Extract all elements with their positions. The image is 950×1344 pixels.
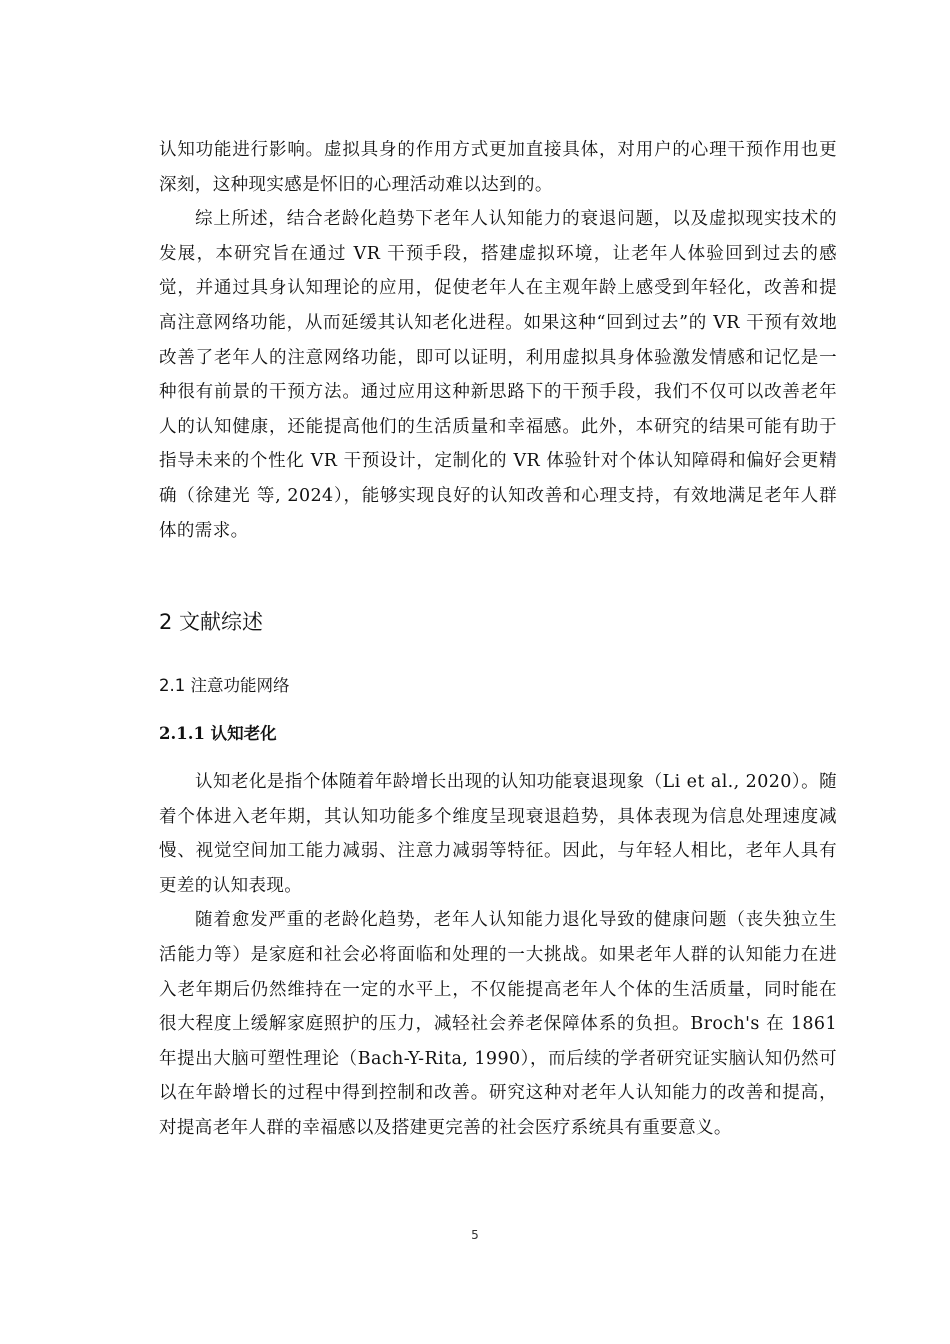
paragraph-aging-challenge: 随着愈发严重的老龄化趋势，老年人认知能力退化导致的健康问题（丧失独立生活能力等）是家庭和社会必将面临和处理的一大挑战。如果老年人群的认知能力在进入老年期后仍然维持在一定的水平上，不仅能提高老年人个体的生活质量，同时能在很大程度上缓解家庭照护的压力，减轻社会养老保障体系的负担。Broch's 在 1861 年提出大脑可塑性理论（Bach-Y-Rita, 1990），而后续的学者研究证实脑认知仍然可以在年龄增长的过程中得到控制和改善。研究这种对老年人认知能力的改善和提高，对提高老年人群的幸福感以及搭建更完善的社会医疗系统具有重要意义。	[159, 910, 837, 1138]
subsubsection-heading-cognitive-aging: 2.1.1 认知老化	[159, 724, 277, 743]
paragraph-summary: 综上所述，结合老龄化趋势下老年人认知能力的衰退问题，以及虚拟现实技术的发展，本研究旨在通过 VR 干预手段，搭建虚拟环境，让老年人体验回到过去的感觉，并通过具身认知理论的应用，促使老年人在主观年龄上感受到年轻化，改善和提高注意网络功能，从而延缓其认知老化进程。如果这种“回到过去”的 VR 干预有效地改善了老年人的注意网络功能，即可以证明，利用虚拟具身体验激发情感和记忆是一种很有前景的干预方法。通过应用这种新思路下的干预手段，我们不仅可以改善老年人的认知健康，还能提高他们的生活质量和幸福感。此外，本研究的结果可能有助于指导未来的个性化 VR 干预设计，定制化的 VR 体验针对个体认知障碍和偏好会更精确（徐建光 等, 2024），能够实现良好的认知改善和心理支持，有效地满足老年人群体的需求。	[159, 209, 837, 541]
paragraph-cognitive-aging-definition: 认知老化是指个体随着年龄增长出现的认知功能衰退现象（Li et al., 2020）。随着个体进入老年期，其认知功能多个维度呈现衰退趋势，具体表现为信息处理速度减慢、视觉空间加工能力减弱、注意力减弱等特征。因此，与年轻人相比，老年人具有更差的认知表现。	[159, 772, 837, 896]
page-number: 5	[471, 1228, 479, 1242]
subsection-heading-attention-network: 2.1 注意功能网络	[159, 676, 290, 695]
body-top	[159, 133, 837, 548]
section-heading-literature-review: 2 文献综述	[159, 610, 264, 634]
paragraph-continuation: 认知功能进行影响。虚拟具身的作用方式更加直接具体，对用户的心理干预作用也更深刻，这种现实感是怀旧的心理活动难以达到的。	[159, 140, 837, 195]
body-section	[159, 765, 837, 1146]
